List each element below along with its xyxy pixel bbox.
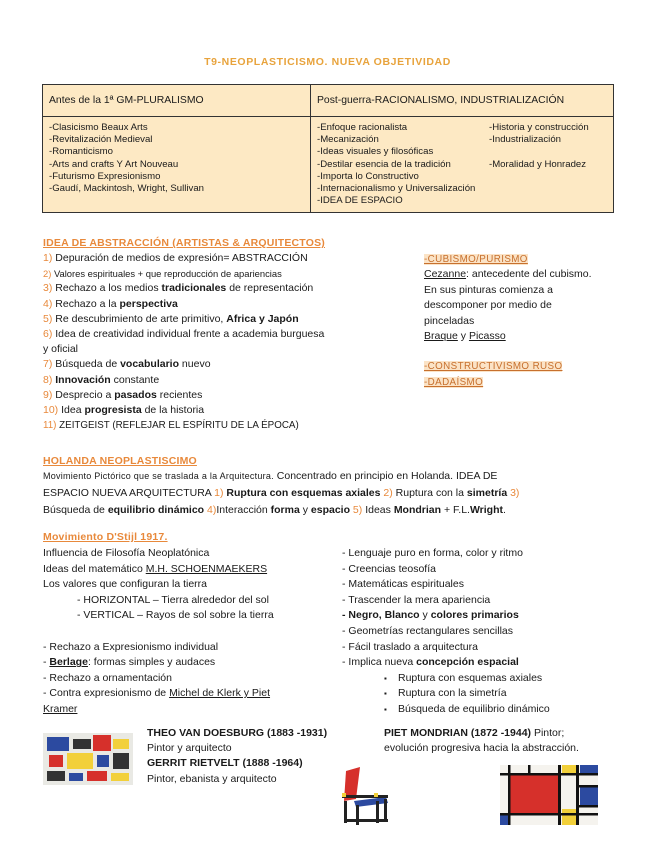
list-item: - HORIZONTAL – Tierra alrededor del sol xyxy=(77,593,269,606)
left-header: Antes de la 1ª GM-PLURALISMO xyxy=(43,85,311,117)
side-line: descomponer por medio de xyxy=(424,299,552,312)
mondrian-role: Pintor; xyxy=(531,727,565,739)
list-item: -Destilar esencia de la tradición xyxy=(317,158,451,170)
list-item: -Industrialización xyxy=(489,134,561,146)
list-item: 7) Búsqueda de vocabulario nuevo xyxy=(43,358,211,371)
list-item: - Geometrías rectangulares sencillas xyxy=(342,624,513,637)
list-item: -Clasicismo Beaux Arts xyxy=(49,122,148,133)
list-item: - VERTICAL – Rayos de sol sobre la tierra xyxy=(77,609,274,622)
list-item: Influencia de Filosofía Neoplatónica xyxy=(43,547,210,559)
list-item: -Importa lo Constructivo xyxy=(317,170,419,182)
list-item: 5) Re descubrimiento de arte primitivo, Africa y Japón xyxy=(43,312,299,325)
list-item: -Arts and crafts Y Art Nouveau xyxy=(49,158,179,170)
list-item: 4) Rechazo a la perspectiva xyxy=(43,297,178,310)
list-item: 11) ZEITGEIST (REFLEJAR EL ESPÍRITU DE LA ÉPOCA) xyxy=(43,420,299,432)
list-item: -Enfoque racionalista xyxy=(317,122,408,133)
cezanne-text: : antecedente del cubismo. xyxy=(466,268,592,281)
list-item: 2) Valores espirituales + que reproducción de apariencias xyxy=(43,268,282,280)
list-item: -Ideas visuales y filosóficas xyxy=(317,146,434,158)
list-item: - Fácil traslado a arquitectura xyxy=(342,640,478,653)
list-item: Ideas del matemático M.H. SCHOENMAEKERS xyxy=(43,562,268,575)
list-item: - Lenguaje puro en forma, color y ritmo xyxy=(342,547,523,559)
rietveld-role: Pintor, ebanista y arquitecto xyxy=(147,772,277,785)
cubism-heading: -CUBISMO/PURISMO xyxy=(424,254,528,265)
list-item: - Creencias teosofía xyxy=(342,562,436,575)
list-item: ▪ Ruptura con esquemas axiales xyxy=(342,671,622,687)
list-item: -Futurismo Expresionismo xyxy=(49,170,161,182)
list-item: - Rechazo a ornamentación xyxy=(43,671,172,684)
picasso-link: Picasso xyxy=(468,330,506,343)
list-item: -Internacionalismo y Universalización xyxy=(317,183,476,195)
mondrian-name: PIET MONDRIAN (1872 -1944) xyxy=(384,727,532,739)
stijl-right-column xyxy=(342,546,622,718)
list-item: -Historia y construcción xyxy=(489,122,589,133)
side-line: pinceladas xyxy=(424,314,475,327)
list-item: -Mecanización xyxy=(317,134,379,146)
list-item: -Romanticismo xyxy=(49,146,113,158)
list-item: - Matemáticas espirituales xyxy=(342,578,464,591)
intro-table xyxy=(42,84,614,213)
list-item: - Contra expresionismo de Michel de Klerk y Piet xyxy=(43,687,271,700)
list-item: 3) Rechazo a los medios tradicionales de representación xyxy=(43,282,314,295)
list-item: Kramer xyxy=(43,702,78,715)
side-line: En sus pinturas comienza a xyxy=(424,283,553,296)
list-item: - Negro, Blanco y colores primarios xyxy=(342,609,519,622)
doesburg-name: THEO VAN DOESBURG (1883 -1931) xyxy=(147,727,328,739)
list-item: -Revitalización Medieval xyxy=(49,134,153,146)
doesburg-role: Pintor y arquitecto xyxy=(147,742,232,755)
mondrian-composition-image xyxy=(500,765,598,825)
holanda-paragraph: Movimiento Pictórico que se traslada a la Arquitectura. Concentrado en principio en Holanda. IDEA DE ESPACIO NUEVA ARQUITECTURA 1) Ruptura con esquemas axiales 2) Ruptura con la simetría 3) Búsqueda de equilibrio dinámico 4)Interacción forma y espacio 5) Ideas Mondrian + F.L.Wright. xyxy=(43,470,520,516)
cezanne-link: Cezanne xyxy=(424,268,467,281)
list-item: ▪ Ruptura con la simetría xyxy=(342,686,622,702)
mondrian-desc: evolución progresiva hacia la abstracción. xyxy=(384,742,579,755)
doesburg-painting-image xyxy=(43,733,133,785)
list-item: - Implica nueva concepción espacial xyxy=(342,656,519,669)
list-item: y oficial xyxy=(43,343,79,356)
right-header: Post-guerra-RACIONALISMO, INDUSTRIALIZACIÓN xyxy=(311,85,614,117)
list-item: 1) Depuración de medios de expresión= ABSTRACCIÓN xyxy=(43,252,308,264)
left-list xyxy=(43,117,311,213)
list-item: 10) Idea progresista de la historia xyxy=(43,404,205,417)
list-item: -Gaudí, Mackintosh, Wright, Sullivan xyxy=(49,183,204,195)
abstraction-heading: IDEA DE ABSTRACCIÓN (ARTISTAS & ARQUITECTOS) xyxy=(43,237,325,249)
side-column: -CUBISMO/PURISMO Cezanne: antecedente del cubismo. En sus pinturas comienza a descomponer por medio de pinceladas Braque y Picasso -CONSTRUCTIVISMO RUSO -DADAÍSMO xyxy=(424,252,624,390)
page-title: T9-NEOPLASTICISMO. NUEVA OBJETIVIDAD xyxy=(204,56,451,68)
list-item: 8) Innovación constante xyxy=(43,373,160,386)
rietveld-name: GERRIT RIETVELT (1888 -1964) xyxy=(147,757,303,770)
list-item: Los valores que configuran la tierra xyxy=(43,578,208,591)
right-list xyxy=(311,117,614,213)
stijl-left-column xyxy=(43,546,333,718)
red-blue-chair-image xyxy=(336,765,394,827)
holanda-heading: HOLANDA NEOPLASTISCIMO xyxy=(43,455,197,467)
list-item: - Rechazo a Expresionismo individual xyxy=(43,640,219,653)
architects-right xyxy=(384,726,634,756)
stijl-heading: Movimiento D'Stijl 1917. xyxy=(43,531,168,543)
abstraction-list xyxy=(43,251,324,433)
list-item: - Berlage: formas simples y audaces xyxy=(43,656,216,669)
braque-link: Braque xyxy=(424,330,458,343)
list-item: - Trascender la mera apariencia xyxy=(342,593,491,606)
list-item: ▪ Búsqueda de equilibrio dinámico xyxy=(342,702,622,718)
list-item: 6) Idea de creatividad individual frente a academia burguesa xyxy=(43,328,325,341)
list-item: -Moralidad y Honradez xyxy=(489,158,587,170)
list-item: 9) Desprecio a pasados recientes xyxy=(43,388,203,401)
dadaism-heading: -DADAÍSMO xyxy=(424,376,484,388)
list-item: -IDEA DE ESPACIO xyxy=(317,195,403,207)
constructivism-heading: -CONSTRUCTIVISMO RUSO xyxy=(424,361,563,373)
